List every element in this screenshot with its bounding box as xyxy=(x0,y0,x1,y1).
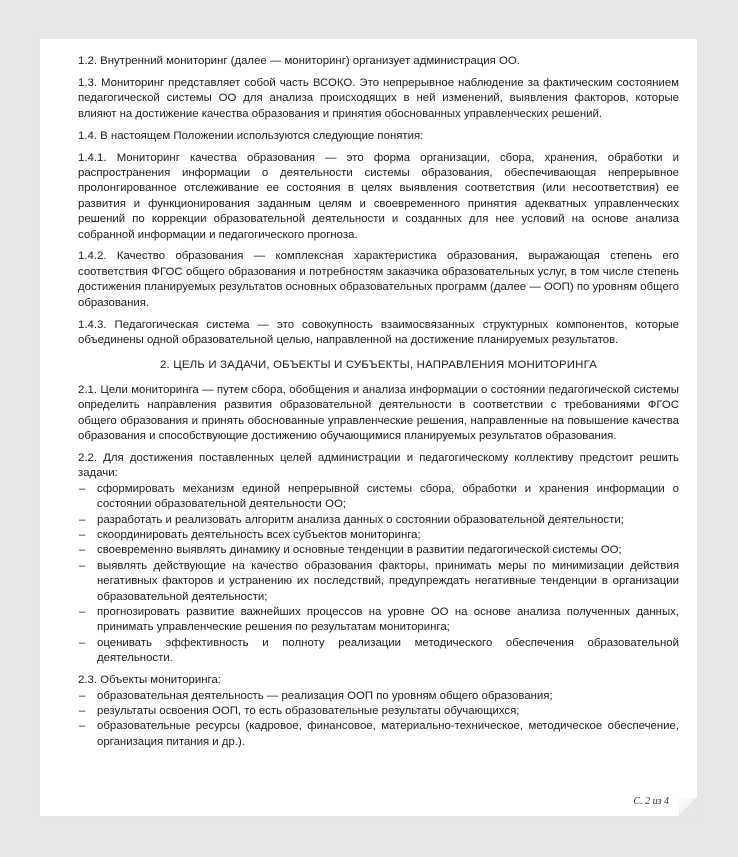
paragraph-1-4-2: 1.4.2. Качество образования — комплексная характеристика образования, выражающая степень его соответствия ФГОС общего образования и потребностям заказчика образовательных услуг, в том числе степень достижения планируемых результатов основных образовательных программ (далее — ООП) по уровням общего образования. xyxy=(78,250,679,309)
list-item: – оценивать эффективность и полноту реализации методического обеспечения образовательной деятельности. xyxy=(78,636,679,667)
paragraph-2-3: 2.3. Объекты мониторинга: xyxy=(78,674,221,687)
document-content xyxy=(78,54,679,757)
list-item: – образовательные ресурсы (кадровое, финансовое, материально-техническое, методическое обеспечение, организация питания и др.). xyxy=(78,719,679,750)
list-item: – сформировать механизм единой непрерывной системы сбора, обработки и хранения информации о состоянии образовательной деятельности ОО; xyxy=(78,482,679,513)
tasks-list xyxy=(78,482,679,667)
page-number: С. 2 из 4 xyxy=(633,796,669,807)
objects-list xyxy=(78,689,679,751)
paragraph-2-1: 2.1. Цели мониторинга — путем сбора, обобщения и анализа информации о состоянии педагогической системы определить направления развития образовательной деятельности в соответствии с требованиями ФГОС общего образования и принять обоснованные управленческие решения, направленные на повышение качества образования и способствующие достижению обучающимися планируемых результатов образования. xyxy=(78,383,679,443)
section-2-heading: 2. ЦЕЛЬ И ЗАДАЧИ, ОБЪЕКТЫ И СУБЪЕКТЫ, НАПРАВЛЕНИЯ МОНИТОРИНГА xyxy=(159,359,598,372)
list-item: – образовательная деятельность — реализация ООП по уровням общего образования; xyxy=(78,689,679,704)
paragraph-1-2: 1.2. Внутренний мониторинг (далее — мониторинг) организует администрация ОО. xyxy=(78,55,520,67)
paragraph-2-2: 2.2. Для достижения поставленных целей администрации и педагогическому коллективу предстоит решить задачи: xyxy=(78,451,679,480)
tasks-group xyxy=(78,451,679,667)
page-corner-fold xyxy=(679,798,697,816)
paragraph-1-4: 1.4. В настоящем Положении используются следующие понятия: xyxy=(78,129,424,142)
list-item: – прогнозировать развитие важнейших процессов на уровне ОО на основе анализа полученных данных, принимать управленческие решения по результатам мониторинга; xyxy=(78,605,679,636)
document-page xyxy=(40,39,697,816)
list-item: – выявлять действующие на качество образования факторы, принимать меры по минимизации действия негативных факторов и устранению их последствий, предупреждать негативные тенденции в организации образовательной деятельности; xyxy=(78,559,679,605)
list-item: – разработать и реализовать алгоритм анализа данных о состоянии образовательной деятельности; xyxy=(78,513,679,528)
objects-group xyxy=(78,673,679,750)
list-item: – результаты освоения ООП, то есть образовательные результаты обучающихся; xyxy=(78,704,679,719)
paragraph-1-4-3: 1.4.3. Педагогическая система — это совокупность взаимосвязанных структурных компонентов, которые объединены одной образовательной целью, направленной на достижение планируемых результатов. xyxy=(78,318,679,346)
list-item: – скоординировать деятельность всех субъектов мониторинга; xyxy=(78,528,679,543)
list-item: – своевременно выявлять динамику и основные тенденции в развитии педагогической системы ОО; xyxy=(78,543,679,558)
paragraph-1-4-1: 1.4.1. Мониторинг качества образования — это форма организации, сбора, хранения, обработки и распространения информации о деятельности системы образования, обеспечивающая непрерывное пролонгированное отслеживание ее состояния в целях выявления соответствия (или несоответствия) ее развития и функционирования заданным целям и своевременного принятия адекватных управленческих решений по коррекции образовательной деятельности и созданных для нее условий на основе анализа собранной информации и педагогического прогноза. xyxy=(78,151,679,241)
paragraph-1-3: 1.3. Мониторинг представляет собой часть ВСОКО. Это непрерывное наблюдение за фактическим состоянием педагогической системы ОО для анализа происходящих в ней изменений, выявления факторов, которые влияют на достижение качества образования и принятия обоснованных управленческих решений. xyxy=(78,76,679,120)
